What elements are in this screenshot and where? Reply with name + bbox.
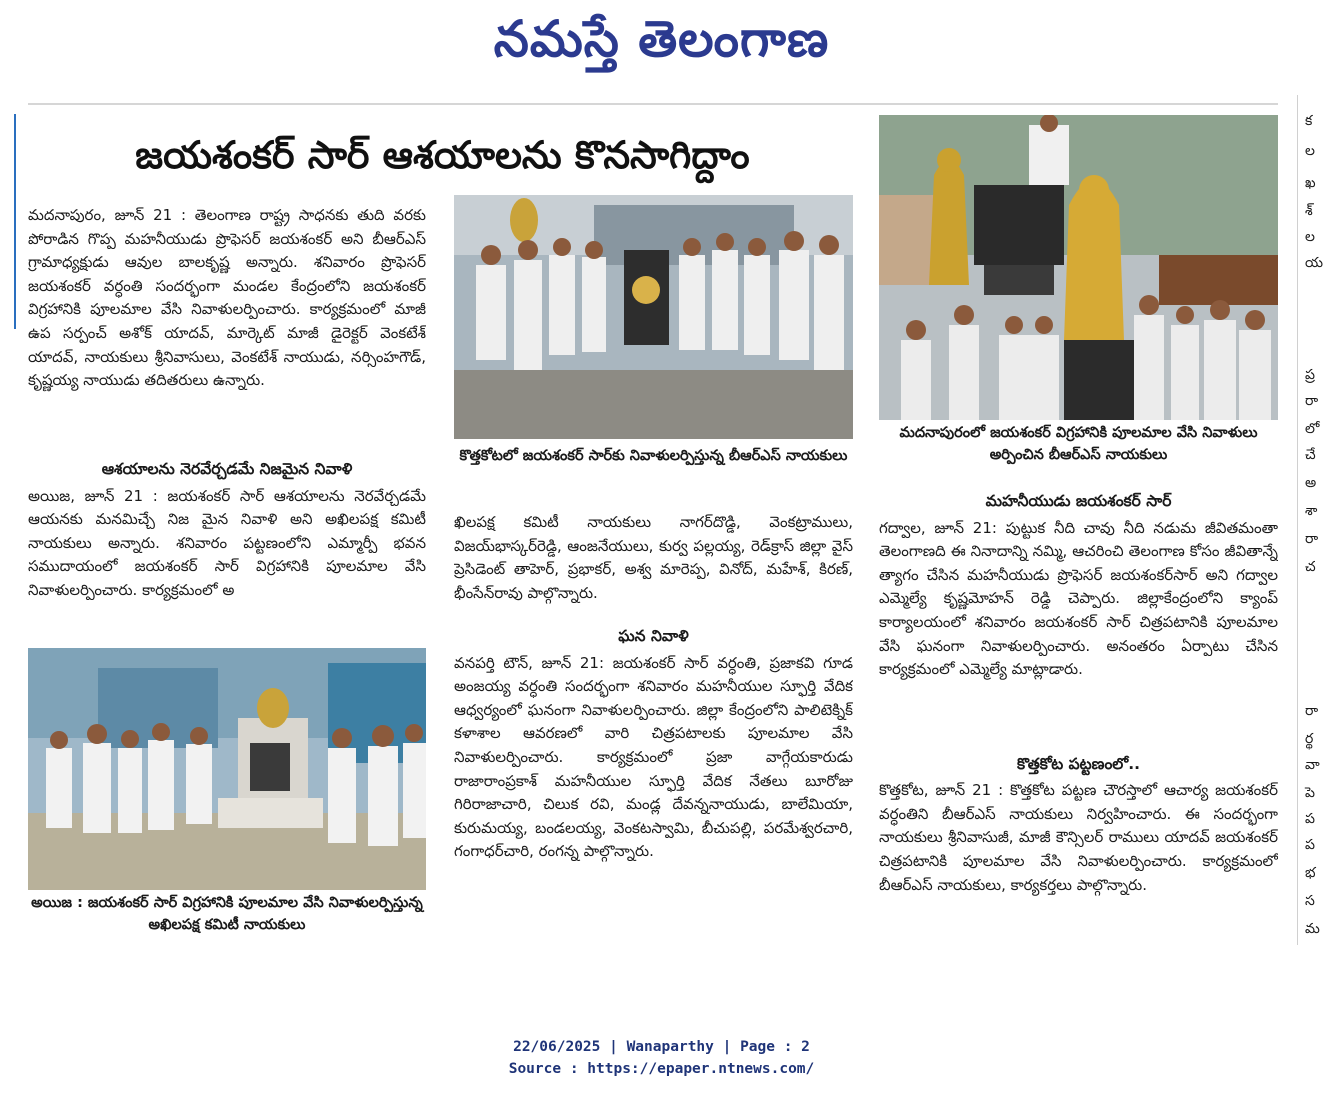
page-footer — [0, 1036, 1323, 1080]
adjacent-article-glyph: శ్ — [1305, 203, 1313, 219]
photo-aija-tribute — [28, 648, 426, 890]
adjacent-article-glyph: స — [1305, 893, 1315, 909]
adjacent-article-glyph: భ — [1305, 865, 1316, 881]
caption-aija: అయిజ : జయశంకర్ సార్ విగ్రహానికి పూలమాల వేసి నివాళులర్పిస్తున్న అఖిలపక్ష కమిటీ నాయకులు — [31, 895, 423, 933]
subhead-kothakota-town: కొత్తకోట పట్టణంలో.. — [1016, 754, 1141, 773]
photo-kothakota-tribute — [454, 195, 853, 439]
adjacent-article-glyph: రా — [1305, 531, 1319, 547]
adjacent-article-glyph: ల — [1305, 229, 1315, 245]
adjacent-article-glyph: రా — [1305, 703, 1319, 719]
subhead-aspirations: ఆశయాలను నెరవేర్చడమే నిజమైన నివాళి — [101, 460, 353, 478]
adjacent-article-glyph: వా — [1305, 757, 1320, 773]
adjacent-article-glyph: రా — [1305, 393, 1319, 409]
article-column-3 — [879, 486, 1278, 944]
story-wanaparthy-town: వనపర్తి టౌన్, జూన్ 21: జయశంకర్ సార్ వర్ధంతి, ప్రజాకవి గూడ అంజయ్య వర్ధంతి సందర్భంగా శనివారం మహనీయుల స్ఫూర్తి వేదిక ఆధ్వర్యంలో ఘనంగా నివాళులర్పించారు. జిల్లా కేంద్రంలోని పాలిటెక్నిక్ కళాశాల ఆవరణలో వారి చిత్రపటాలకు పూలమాల వేసి నివాళులర్పించారు. కార్యక్రమంలో ప్రజా వాగ్గేయకారుడు రాజారాంప్రకాశ్ మహనీయుల స్ఫూర్తి వేదిక నేతలు బూరోజు గిరిరాజాచారి, చిలుక రవి, మండ్ల దేవన్ననాయుడు, బాలేమియా, కురుమయ్య, బండలయ్య, వెంకటస్వామి, బీచుపల్లి, పరమేశ్వరచారి, గంగాధర్‌చారి, రంగన్న పాల్గొన్నారు. — [454, 653, 853, 861]
page-headline: జయశంకర్ సార్ ఆశయాలను కొనసాగిద్దాం — [135, 132, 750, 177]
left-margin-marker — [14, 114, 16, 329]
adjacent-article-glyph: లో — [1305, 421, 1320, 437]
masthead-divider — [28, 103, 1278, 105]
masthead — [0, 0, 1323, 90]
subhead-tribute: ఘన నివాళి — [618, 627, 689, 645]
adjacent-article-glyph: శా — [1305, 503, 1318, 519]
adjacent-article-glyph: ర్థ — [1305, 731, 1314, 747]
article-column-1 — [28, 204, 426, 605]
adjacent-article-glyph: ప — [1305, 837, 1315, 853]
adjacent-article-glyph: చే — [1305, 447, 1316, 463]
adjacent-article-glyph: అ — [1305, 475, 1317, 491]
adjacent-article-glyph: చ — [1305, 559, 1316, 575]
caption-madanapuram: మదనాపురంలో జయశంకర్ విగ్రహానికి పూలమాల వేసి నివాళులు అర్పించిన బీఆర్ఎస్ నాయకులు — [899, 425, 1258, 463]
story-kothakota: కొత్తకోట, జూన్ 21 : కొత్తకోట పట్టణ చౌరస్తాలో ఆచార్య జయశంకర్ వర్ధంతిని బీఆర్ఎస్ నాయకులు నిర్వహించారు. ఈ సందర్భంగా నాయకులు శ్రీనివాసుజీ, మాజీ కౌన్సిలర్ రాములు యాదవ్ జయశంకర్ చిత్రపటానికి పూలమాల వేసి నివాళులర్పించారు. కార్యక్రమంలో బీఆర్ఎస్ నాయకులు, కార్యకర్తలు పాల్గొన్నారు. — [879, 781, 1278, 894]
footer-date-edition-page: 22/06/2025 | Wanaparthy | Page : 2 — [513, 1039, 810, 1055]
story-aija: అయిజ, జూన్ 21 : జయశంకర్ సార్ ఆశయాలను నెరవేర్చడమే ఆయనకు మనమిచ్చే నిజ మైన నివాళి అని అఖిలపక్ష కమిటీ నాయకులు అన్నారు. శనివారం పట్టణంలోని ఎమ్మార్పీ భవన సముదాయంలో జయశంకర్ సార్ విగ్రహానికి పూలమాల వేసి నివాళులర్పించారు. కార్యక్రమంలో అ — [28, 486, 426, 599]
article-column-2 — [454, 511, 853, 924]
photo-aija-image — [28, 648, 426, 890]
story-madanapuram: మదనాపురం, జూన్ 21 : తెలంగాణ రాష్ట్ర సాధనకు తుది వరకు పోరాడిన గొప్ప మహనీయుడు ప్రొఫెసర్ జయశంకర్ అని బీఆర్ఎస్ గ్రామాధ్యక్షుడు ఆవుల బాలకృష్ణ అన్నారు. శనివారం ప్రొఫెసర్ జయశంకర్ వర్ధంతి సందర్భంగా మండల కేంద్రంలోని జయశంకర్ విగ్రహానికి పూలమాల వేసి నివాళులర్పించారు. కార్యక్రమంలో మాజీ ఉప సర్పంచ్ అశోక్ యాదవ్, మార్కెట్ మాజీ డైరెక్టర్ వెంకటేశ్ యాదవ్, నాయకులు శ్రీనివాసులు, వెంకటేశ్ నాయుడు, నర్సింహగౌడ్, కృష్ణయ్య నాయుడు తదితరులు ఉన్నారు. — [28, 206, 426, 390]
story-aija-continued: ఖిలపక్ష కమిటీ నాయకులు నాగర్‌దొడ్డి, వెంకట్రాములు, విజయ్‌భాస్కర్‌రెడ్డి, ఆంజనేయులు, కుర్వ పల్లయ్య, రెడ్‌క్రాస్ జిల్లా వైస్ ప్రెసిడెంట్ తాహెర్, ప్రభాకర్, అశ్వ మారెప్ప, వినోద్, మహేశ్, కిరణ్, భీంసేన్‌రావు పాల్గొన్నారు. — [454, 513, 853, 602]
adjacent-article-glyph: ప్ర — [1305, 367, 1315, 383]
adjacent-article-fragment — [1293, 95, 1323, 955]
photo-madanapuram-image — [879, 115, 1278, 420]
adjacent-article-glyph: య — [1305, 255, 1323, 271]
adjacent-article-glyph: క — [1305, 113, 1313, 129]
story-gadwal: గద్వాల, జూన్ 21: పుట్టుక నీది చావు నీది నడుమ జీవితమంతా తెలంగాణది ఈ నినాదాన్ని నమ్మి, ఆచరించి తెలంగాణ కోసం జీవితాన్నే త్యాగం చేసిన మహనీయుడు ప్రొఫెసర్ జయశంకర్‌సార్ అని గద్వాల ఎమ్మెల్యే కృష్ణమోహన్ రెడ్డి చెప్పారు. జిల్లాకేంద్రంలోని క్యాంప్ కార్యాలయంలో శనివారం జయశంకర్ సార్ చిత్రపటానికి పూలమాల వేసి ఘనంగా నివాళులర్పించారు. అనంతరం ఏర్పాటు చేసిన కార్యక్రమంలో ఎమ్మెల్యే మాట్లాడారు. — [879, 518, 1278, 679]
adjacent-article-glyph: ప — [1305, 811, 1315, 827]
caption-kothakota: కొత్తకోటలో జయశంకర్ సార్‌కు నివాళులర్పిస్తున్న బీఆర్ఎస్ నాయకులు — [459, 448, 848, 464]
photo-madanapuram-statue — [879, 115, 1278, 420]
adjacent-article-glyph: పె — [1305, 785, 1315, 801]
masthead-title: నమస్తే తెలంగాణ — [493, 9, 830, 68]
subhead-great-jayashankar: మహనీయుడు జయశంకర్ సార్ — [985, 492, 1172, 510]
adjacent-article-glyph: మ — [1305, 921, 1320, 937]
photo-kothakota-image — [454, 195, 853, 439]
adjacent-article-glyph: ఖ — [1305, 175, 1316, 191]
adjacent-article-glyph: ల — [1305, 143, 1315, 159]
footer-source-link[interactable]: Source : https://epaper.ntnews.com/ — [508, 1061, 815, 1077]
